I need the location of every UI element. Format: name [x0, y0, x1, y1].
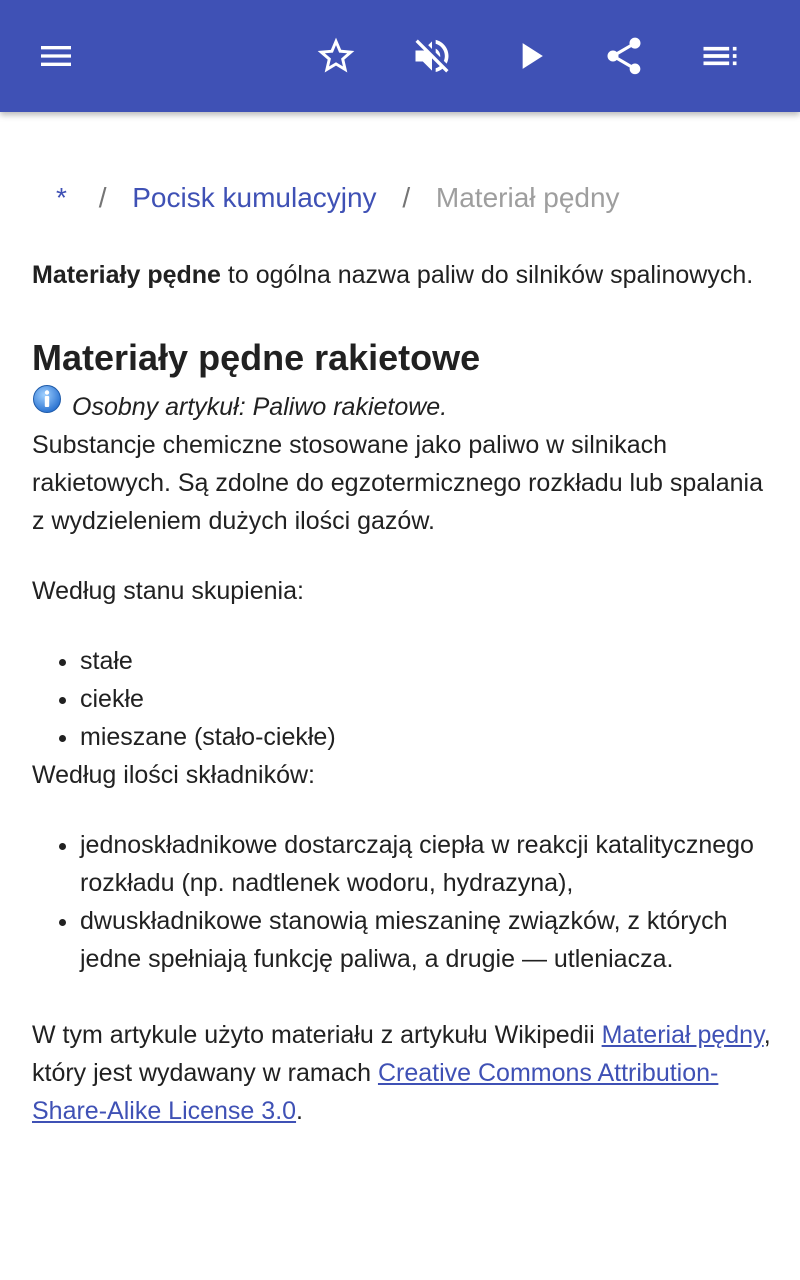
- breadcrumb-parent-link[interactable]: Pocisk kumulacyjny: [132, 182, 377, 213]
- state-list: [32, 642, 772, 756]
- breadcrumb-home-link[interactable]: *: [56, 182, 67, 213]
- section-heading: Materiały pędne rakietowe: [32, 337, 481, 378]
- share-icon: [602, 34, 646, 78]
- breadcrumb-current: Materiał pędny: [435, 182, 620, 213]
- license-link[interactable]: Creative Commons Attribution-Share-Alike License 3.0: [32, 1059, 719, 1125]
- see-also-text: Osobny artykuł: Paliwo rakietowe.: [72, 393, 448, 421]
- attribution-prefix: W tym artykule użyto materiału z artykułu Wikipedii: [32, 1021, 602, 1049]
- attribution-paragraph: [32, 1016, 772, 1130]
- breadcrumb-separator: /: [98, 182, 107, 213]
- attribution-middle: , który jest wydawany w ramach: [32, 1021, 771, 1087]
- paragraph-description: Substancje chemiczne stosowane jako paliwo w silnikach rakietowych. Są zdolne do egzotermicznego rozkładu lub spalania z wydzieleniem dużych ilości gazów.: [32, 431, 763, 535]
- share-button[interactable]: [592, 24, 656, 88]
- list-item: • mieszane (stało-ciekłe): [80, 718, 772, 756]
- mute-button[interactable]: [400, 24, 464, 88]
- components-list: [32, 826, 772, 978]
- star-outline-icon: [314, 34, 358, 78]
- list-item: • jednoskładnikowe dostarczają ciepła w reakcji katalitycznego rozkładu (np. nadtlenek wodoru, hydrazyna),: [80, 826, 772, 902]
- contents-button[interactable]: [688, 24, 752, 88]
- menu-button[interactable]: [24, 24, 88, 88]
- intro-paragraph: [32, 256, 772, 294]
- see-also-note: [32, 388, 772, 426]
- attribution-suffix: .: [296, 1097, 303, 1125]
- breadcrumb-separator: /: [402, 182, 411, 213]
- components-heading: Według ilości składników:: [32, 761, 315, 789]
- list-item: • stałe: [80, 642, 772, 680]
- play-button[interactable]: [498, 24, 562, 88]
- state-heading: Według stanu skupienia:: [32, 577, 304, 605]
- wikipedia-article-link[interactable]: Materiał pędny: [601, 1021, 764, 1049]
- info-icon: [32, 384, 62, 414]
- intro-term: Materiały pędne: [32, 261, 221, 289]
- app-bar: [0, 0, 800, 112]
- table-of-contents-icon: [698, 34, 742, 78]
- play-icon: [508, 34, 552, 78]
- intro-text: to ogólna nazwa paliw do silników spalinowych.: [220, 261, 754, 289]
- list-item: • ciekłe: [80, 680, 772, 718]
- volume-off-icon: [410, 34, 454, 78]
- article-body: [32, 256, 772, 1130]
- hamburger-menu-icon: [36, 36, 76, 76]
- breadcrumb: [32, 180, 772, 216]
- list-item: • dwuskładnikowe stanowią mieszaninę związków, z których jedne spełniają funkcję paliwa, a drugie — utleniacza.: [80, 902, 772, 978]
- favorite-button[interactable]: [304, 24, 368, 88]
